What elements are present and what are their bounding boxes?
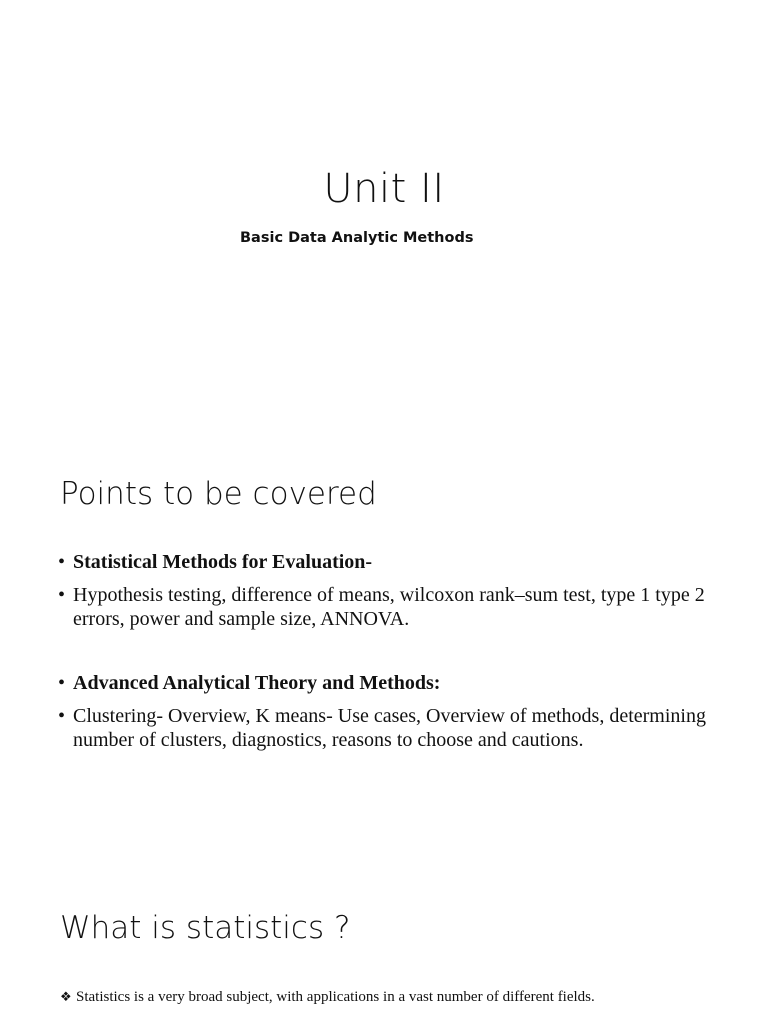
bullet-item bbox=[58, 583, 708, 631]
bullet-item bbox=[58, 704, 708, 752]
bullet-dot-icon: • bbox=[58, 672, 66, 694]
bullet-text: Statistics is a very broad subject, with applications in a vast number of different fields. bbox=[76, 989, 595, 1005]
diamond-bullet-icon: ❖ bbox=[60, 989, 72, 1004]
bullet-item bbox=[60, 987, 760, 1007]
slide-heading: Points to be covered bbox=[60, 476, 377, 512]
slide-title bbox=[0, 0, 768, 430]
page-subtitle: Basic Data Analytic Methods bbox=[240, 230, 474, 246]
bullet-text: Clustering- Overview, K means- Use cases, Overview of methods, determining number of clusters, diagnostics, reasons to choose and cautions. bbox=[73, 705, 706, 751]
bullet-dot-icon: • bbox=[58, 551, 66, 573]
bullet-item bbox=[58, 550, 708, 574]
bullet-text: Statistical Methods for Evaluation- bbox=[73, 551, 373, 573]
slide-what-is-statistics bbox=[0, 860, 768, 1024]
bullet-text: Hypothesis testing, difference of means, wilcoxon rank–sum test, type 1 type 2 errors, power and sample size, ANNOVA. bbox=[73, 584, 705, 630]
bullet-dot-icon: • bbox=[58, 705, 66, 727]
bullet-dot-icon: • bbox=[58, 584, 66, 606]
slide-heading: What is statistics ? bbox=[60, 910, 351, 946]
bullet-text: Advanced Analytical Theory and Methods: bbox=[73, 672, 441, 694]
bullet-item bbox=[58, 671, 708, 695]
slide-points-to-be-covered bbox=[0, 430, 768, 860]
page-title: Unit II bbox=[323, 166, 445, 212]
